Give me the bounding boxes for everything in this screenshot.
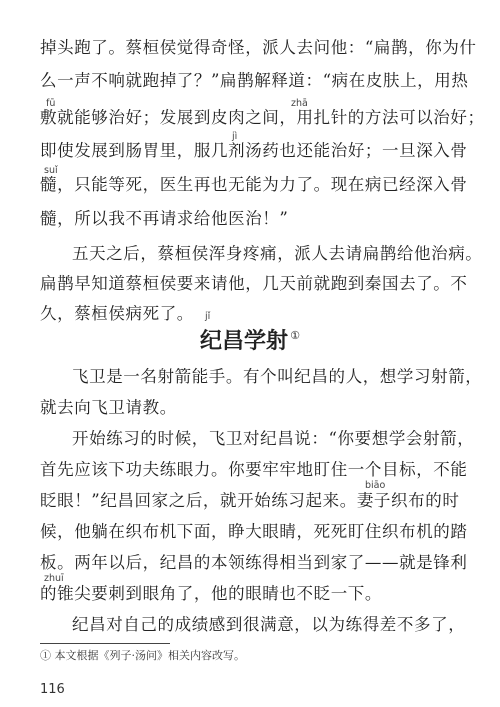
text-line: 飞卫是一名射箭能手。有个叫纪昌的人，想学习射箭， [72,367,483,386]
text-line: 候，他躺在织布机下面，睁大眼睛，死死盯住织布机的踏 [40,522,468,541]
pinyin-annotation: biāo [365,480,386,491]
text-line: 即使发展到肠胃里，服几剂汤药也还能治好；一旦深入骨 [40,141,468,160]
text-line: 眨眼！”纪昌回家之后，就开始练习起来。妻子织布的时 [40,491,460,510]
text-line: 髓，所以我不再请求给他医治！” [40,209,289,228]
text-line: 久，蔡桓侯病死了。 [40,304,194,323]
text-line: 纪昌对自己的成绩感到很满意，以为练得差不多了， [72,615,466,634]
page-number: 116 [40,682,65,697]
text-line: 髓，只能等死，医生再也无能为力了。现在病已经深入骨 [40,175,468,194]
text-line: 首先应该下功夫练眼力。你要牢牢地盯住一个目标，不能 [40,460,468,479]
story-title-text: 纪昌学射 [200,329,289,354]
text-line: 扁鹊早知道蔡桓侯要来请他，几天前就跑到秦国去了。不 [40,274,468,293]
text-line: 的锥尖要刺到眼角了，他的眼睛也不眨一下。 [40,584,382,603]
footnote-rule [40,643,170,644]
text-line: 五天之后，蔡桓侯浑身疼痛，派人去请扁鹊给他治病。 [72,244,483,263]
text-line: 开始练习的时候，飞卫对纪昌说：“你要想学会射箭， [72,429,475,448]
text-line: 掉头跑了。蔡桓侯觉得奇怪，派人去问他：“扁鹊，你为什 [40,38,477,57]
text-line: 板。两年以后，纪昌的本领练得相当到家了——就是锋利 [40,553,468,572]
text-line: 敷就能够治好；发展到皮肉之间，用扎针的方法可以治好； [40,108,485,127]
pinyin-annotation: zhuī [44,573,64,584]
pinyin-annotation: suǐ [44,165,58,176]
pinyin-annotation: zhā [291,98,308,109]
footnote-mark: ① [290,329,300,342]
title-pinyin: jǐ [205,311,211,322]
text-line: 就去向飞卫请教。 [40,398,177,417]
story-title [0,322,500,356]
pinyin-annotation: jì [232,131,238,142]
footnote: ① 本文根据《列子·汤问》相关内容改写。 [40,649,245,662]
text-line: 么一声不响就跑掉了？”扁鹊解释道：“病在皮肤上，用热 [40,71,469,90]
pinyin-annotation: fū [46,98,56,109]
